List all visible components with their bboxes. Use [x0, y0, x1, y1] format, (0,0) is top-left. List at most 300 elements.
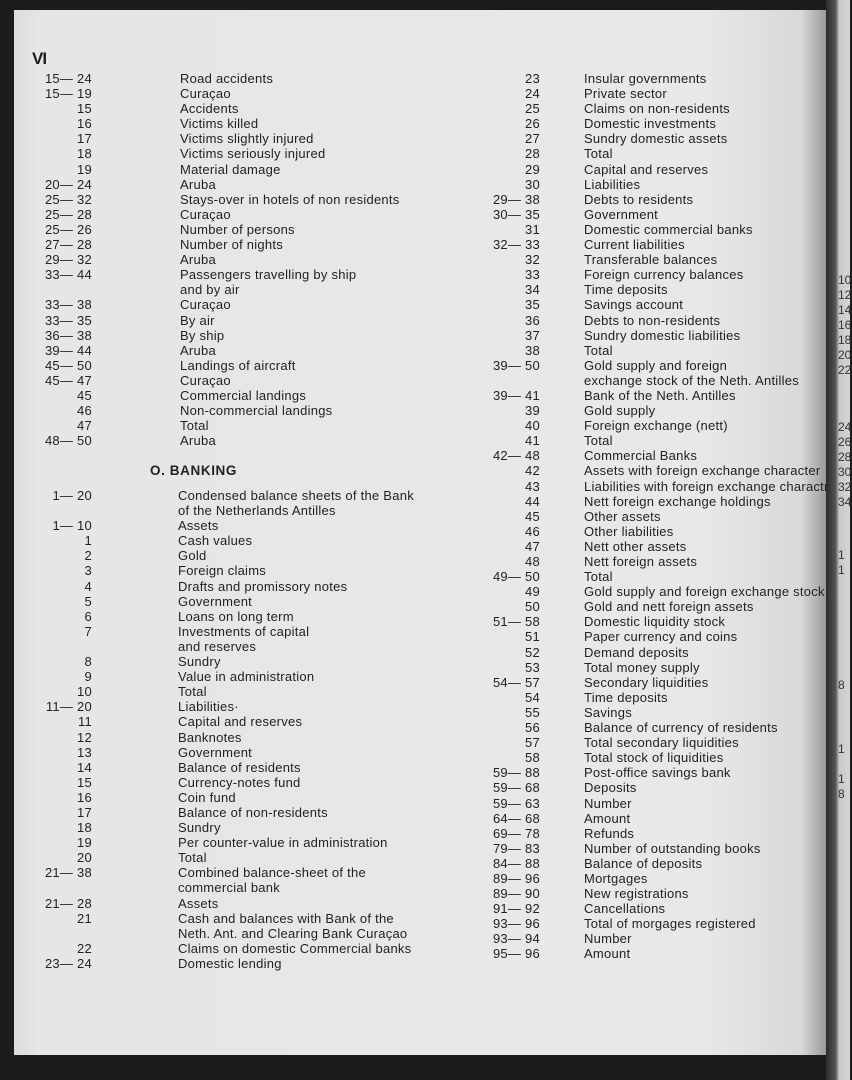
index-entry [30, 267, 400, 297]
entry-title: Balance of deposits [584, 855, 703, 871]
table-number-range: 15— 24 [44, 71, 92, 86]
table-number-range: 89— 96 [492, 870, 540, 886]
index-entry [478, 403, 829, 418]
index-entry [30, 896, 414, 911]
entry-title: Claims on non-residents [584, 101, 730, 117]
entry-title: Nett foreign exchange holdings [584, 493, 771, 509]
entry-title: Total stock of liquidities [584, 750, 724, 766]
index-entry [478, 931, 829, 946]
table-number-range: 1 [84, 533, 92, 549]
table-number-range: 3 [84, 563, 92, 579]
index-entry [478, 841, 829, 856]
entry-title: Aruba [180, 176, 216, 192]
table-number-range: 36 [525, 312, 540, 328]
table-number-range: 58 [525, 750, 540, 766]
index-entry [30, 518, 414, 533]
table-number-range: 47 [525, 538, 540, 554]
entry-title: Road accidents [180, 71, 274, 86]
index-entry [478, 297, 829, 312]
index-entry [478, 207, 829, 222]
index-entry [478, 116, 829, 131]
index-entry [30, 313, 400, 328]
index-entry [478, 916, 829, 931]
entry-title: Nett other assets [584, 538, 687, 554]
index-entry [478, 826, 829, 841]
index-entry [478, 494, 829, 509]
entry-title: Stays-over in hotels of non residents [180, 191, 400, 207]
index-entry [30, 941, 414, 956]
table-number-range: 29— 38 [492, 191, 540, 207]
index-entry [30, 820, 414, 835]
table-number-range: 15 [77, 101, 92, 117]
entry-title: Gold supply and foreign exchange stock [584, 584, 825, 600]
left-index-block-2 [30, 488, 414, 971]
edge-number: 34 [838, 495, 852, 509]
index-entry [30, 343, 400, 358]
index-entry [478, 222, 829, 237]
edge-number: 32 [838, 480, 852, 494]
index-entry [478, 569, 829, 584]
entry-title: Gold and nett foreign assets [584, 599, 754, 615]
index-entry [478, 856, 829, 871]
entry-title: By air [180, 312, 215, 328]
entry-title: Total [584, 342, 613, 358]
entry-title: Commercial Banks [584, 448, 698, 464]
table-number-range: 32 [525, 252, 540, 268]
entry-title: Total secondary liquidities [584, 735, 739, 751]
table-number-range: 23 [525, 71, 540, 86]
table-number-range: 91— 92 [492, 901, 540, 917]
entry-title: Paper currency and coins [584, 629, 738, 645]
index-entry [30, 388, 400, 403]
entry-title: Currency-notes fund [178, 774, 301, 790]
table-number-range: 69— 78 [492, 825, 540, 841]
index-entry [478, 479, 829, 494]
index-entry [30, 146, 400, 161]
entry-title: Savings account [584, 297, 684, 313]
entry-title: Curaçao [180, 86, 231, 102]
index-entry [30, 835, 414, 850]
entry-title: Secondary liquidities [584, 674, 709, 690]
entry-title: Investments of capital and reserves [178, 623, 310, 654]
entry-title: Total money supply [584, 659, 700, 675]
table-number-range: 24 [525, 86, 540, 102]
entry-title: Government [178, 744, 253, 760]
entry-title: Number [584, 795, 632, 811]
entry-title: Condensed balance sheets of the Bank of the Netherlands Antilles [178, 488, 414, 519]
entry-title: Gold supply [584, 403, 656, 419]
table-number-range: 12 [77, 729, 92, 745]
entry-title: Gold [178, 548, 207, 564]
entry-title: New registrations [584, 886, 689, 902]
entry-title: Domestic liquidity stock [584, 614, 726, 630]
table-number-range: 15 [77, 774, 92, 790]
index-entry [478, 237, 829, 252]
index-entry [30, 116, 400, 131]
edge-number: 1 [838, 548, 845, 562]
table-number-range: 30— 35 [492, 206, 540, 222]
entry-title: Value in administration [178, 669, 315, 685]
entry-title: Nett foreign assets [584, 554, 698, 569]
table-number-range: 20— 24 [44, 176, 92, 192]
entry-title: Cancellations [584, 901, 666, 917]
index-entry [478, 192, 829, 207]
entry-title: Number of outstanding books [584, 840, 761, 856]
entry-title: Sundry domestic assets [584, 131, 728, 147]
table-number-range: 33— 44 [44, 267, 92, 283]
entry-title: Foreign claims [178, 563, 267, 579]
table-number-range: 5 [84, 593, 92, 609]
entry-title: Post-office savings bank [584, 765, 731, 781]
entry-title: Curaçao [180, 372, 231, 388]
entry-title: Victims seriously injured [180, 146, 326, 162]
index-entry [478, 433, 829, 448]
entry-title: Time deposits [584, 689, 668, 705]
table-number-range: 42— 48 [492, 448, 540, 464]
index-entry [30, 177, 400, 192]
table-number-range: 51 [525, 629, 540, 645]
index-entry [30, 297, 400, 312]
index-entry [478, 282, 829, 297]
edge-number: 14 [838, 303, 852, 317]
table-number-range: 45 [77, 387, 92, 403]
edge-number: 24 [838, 420, 852, 434]
table-number-range: 44 [525, 493, 540, 509]
table-number-range: 33— 38 [44, 297, 92, 313]
edge-number: 20 [838, 348, 852, 362]
table-number-range: 19 [77, 161, 92, 177]
index-entry [478, 388, 829, 403]
entry-title: Domestic investments [584, 116, 717, 132]
table-number-range: 11— 20 [45, 699, 92, 715]
table-number-range: 56 [525, 720, 540, 736]
entry-title: Per counter-value in administration [178, 835, 388, 851]
table-number-range: 18 [77, 146, 92, 162]
entry-title: Total [178, 684, 207, 700]
index-entry [30, 533, 414, 548]
table-number-range: 45 [525, 508, 540, 524]
index-entry [478, 146, 829, 161]
entry-title: Amount [584, 946, 631, 962]
table-number-range: 95— 96 [492, 946, 540, 962]
entry-title: Passengers travelling by ship and by air [180, 267, 357, 298]
table-number-range: 16 [77, 789, 92, 805]
table-number-range: 32— 33 [492, 237, 540, 253]
index-entry [478, 946, 829, 961]
index-entry [478, 162, 829, 177]
index-entry [30, 609, 414, 624]
entry-title: Demand deposits [584, 644, 689, 660]
table-number-range: 57 [525, 735, 540, 751]
entry-title: Curaçao [180, 206, 231, 222]
index-entry [30, 86, 400, 101]
index-entry [30, 911, 414, 941]
edge-number: 16 [838, 318, 852, 332]
table-number-range: 23— 24 [44, 955, 92, 971]
index-entry [478, 71, 829, 86]
index-entry [478, 871, 829, 886]
table-number-range: 89— 90 [492, 886, 540, 902]
table-number-range: 1— 10 [52, 518, 92, 534]
index-entry [478, 901, 829, 916]
index-entry [478, 599, 829, 614]
index-entry [30, 237, 400, 252]
table-number-range: 11 [78, 714, 92, 730]
edge-number: 22 [838, 363, 852, 377]
table-number-range: 50 [525, 599, 540, 615]
entry-title: Time deposits [584, 282, 668, 298]
entry-title: Capital and reserves [178, 714, 303, 730]
index-entry [478, 811, 829, 826]
entry-title: Accidents [180, 101, 239, 117]
index-entry [30, 775, 414, 790]
table-number-range: 29— 32 [44, 252, 92, 268]
table-number-range: 8 [84, 654, 92, 670]
edge-number: 1 [838, 742, 845, 756]
entry-title: Aruba [180, 433, 216, 449]
table-number-range: 26 [525, 116, 540, 132]
edge-number: 12 [838, 288, 852, 302]
table-number-range: 30 [525, 176, 540, 192]
index-entry [478, 509, 829, 524]
table-number-range: 46 [77, 403, 92, 419]
table-number-range: 9 [84, 669, 92, 685]
entry-title: Total [180, 418, 209, 434]
index-entry [478, 86, 829, 101]
table-number-range: 93— 94 [492, 931, 540, 947]
edge-number: 8 [838, 678, 845, 692]
table-number-range: 51— 58 [492, 614, 540, 630]
index-entry [30, 131, 400, 146]
index-entry [478, 886, 829, 901]
table-number-range: 28 [525, 146, 540, 162]
entry-title: Private sector [584, 86, 667, 102]
entry-title: Gold supply and foreign exchange stock of the Neth. Antilles [584, 357, 799, 388]
entry-title: Combined balance-sheet of the commercial bank [178, 865, 366, 896]
index-entry [478, 131, 829, 146]
entry-title: Insular governments [584, 71, 707, 86]
table-number-range: 4 [84, 578, 92, 594]
edge-number: 30 [838, 465, 852, 479]
entry-title: Domestic commercial banks [584, 221, 753, 237]
index-entry [30, 548, 414, 563]
entry-title: By ship [180, 327, 225, 343]
table-number-range: 2 [84, 548, 92, 564]
index-entry [30, 252, 400, 267]
entry-title: Aruba [180, 252, 216, 268]
entry-title: Commercial landings [180, 387, 307, 403]
table-number-range: 48 [525, 554, 540, 569]
table-number-range: 37 [525, 327, 540, 343]
entry-title: Bank of the Neth. Antilles [584, 387, 736, 403]
index-entry [30, 373, 400, 388]
table-number-range: 33 [525, 267, 540, 283]
index-entry [478, 705, 829, 720]
table-number-range: 1— 20 [52, 488, 92, 503]
entry-title: Balance of non-residents [178, 804, 328, 820]
table-number-range: 40 [525, 418, 540, 434]
index-entry [30, 101, 400, 116]
entry-title: Total [584, 146, 613, 162]
index-entry [30, 594, 414, 609]
entry-title: Debts to non-residents [584, 312, 721, 328]
index-entry [478, 267, 829, 282]
entry-title: Liabilities with foreign exchange charactr [584, 478, 829, 494]
table-number-range: 6 [84, 608, 92, 624]
index-entry [30, 730, 414, 745]
index-entry [30, 956, 414, 971]
entry-title: Number of nights [180, 237, 283, 253]
edge-number: 26 [838, 435, 852, 449]
table-number-range: 84— 88 [492, 855, 540, 871]
index-entry [30, 745, 414, 760]
entry-title: Mortgages [584, 870, 648, 886]
entry-title: Number [584, 931, 632, 947]
index-entry [478, 584, 829, 599]
entry-title: Savings [584, 704, 632, 720]
edge-number: 8 [838, 787, 845, 801]
entry-title: Claims on domestic Commercial banks [178, 940, 412, 956]
entry-title: Refunds [584, 825, 635, 841]
entry-title: Current liabilities [584, 237, 685, 253]
index-entry [478, 750, 829, 765]
table-number-range: 25— 26 [44, 221, 92, 237]
entry-title: Victims slightly injured [180, 131, 314, 147]
table-number-range: 53 [525, 659, 540, 675]
table-number-range: 25 [525, 101, 540, 117]
table-number-range: 79— 83 [492, 840, 540, 856]
index-entry [30, 669, 414, 684]
table-number-range: 42 [525, 463, 540, 479]
index-entry [478, 660, 829, 675]
index-entry [478, 735, 829, 750]
table-number-range: 13 [77, 744, 92, 760]
index-entry [30, 207, 400, 222]
entry-title: Drafts and promissory notes [178, 578, 348, 594]
entry-title: Domestic lending [178, 955, 282, 971]
table-number-range: 43 [525, 478, 540, 494]
entry-title: Debts to residents [584, 191, 694, 207]
index-entry [30, 579, 414, 594]
index-entry [30, 699, 414, 714]
entry-title: Sundry [178, 654, 221, 670]
entry-title: Other assets [584, 508, 661, 524]
table-number-range: 22 [77, 940, 92, 956]
table-number-range: 27— 28 [44, 237, 92, 253]
edge-number: 18 [838, 333, 852, 347]
index-entry [30, 488, 414, 518]
table-number-range: 64— 68 [492, 810, 540, 826]
entry-title: Assets [178, 518, 219, 534]
index-entry [478, 328, 829, 343]
index-entry [30, 162, 400, 177]
right-index-column [478, 71, 829, 962]
index-entry [30, 358, 400, 373]
entry-title: Transferable balances [584, 252, 718, 268]
index-entry [30, 714, 414, 729]
entry-title: Non-commercial landings [180, 403, 333, 419]
entry-title: Loans on long term [178, 608, 294, 624]
table-number-range: 39— 50 [492, 357, 540, 373]
table-number-range: 45— 50 [44, 357, 92, 373]
table-number-range: 20 [77, 850, 92, 866]
index-entry [478, 313, 829, 328]
index-entry [30, 403, 400, 418]
index-entry [30, 418, 400, 433]
entry-title: Material damage [180, 161, 281, 177]
index-entry [478, 765, 829, 780]
table-number-range: 35 [525, 297, 540, 313]
table-number-range: 39 [525, 403, 540, 419]
entry-title: Balance of residents [178, 759, 301, 775]
entry-title: Victims killed [180, 116, 259, 132]
entry-title: Deposits [584, 780, 637, 796]
table-number-range: 55 [525, 704, 540, 720]
entry-title: Foreign exchange (nett) [584, 418, 728, 434]
table-number-range: 38 [525, 342, 540, 358]
table-number-range: 34 [525, 282, 540, 298]
index-entry [478, 524, 829, 539]
table-number-range: 54 [525, 689, 540, 705]
table-number-range: 7 [84, 623, 92, 639]
index-entry [30, 563, 414, 578]
index-entry [478, 177, 829, 192]
entry-title: Foreign currency balances [584, 267, 744, 283]
table-number-range: 59— 68 [492, 780, 540, 796]
index-entry [478, 675, 829, 690]
left-index-block-1 [30, 71, 400, 448]
index-entry [478, 448, 829, 463]
table-number-range: 21— 28 [44, 895, 92, 911]
index-entry [30, 865, 414, 895]
index-entry [478, 690, 829, 705]
index-entry [30, 433, 400, 448]
table-number-range: 15— 19 [44, 86, 92, 102]
table-number-range: 14 [77, 759, 92, 775]
entry-title: Number of persons [180, 221, 295, 237]
table-number-range: 21— 38 [44, 865, 92, 881]
table-number-range: 17 [77, 131, 92, 147]
index-entry [478, 358, 829, 388]
entry-title: Liabilities [584, 176, 641, 192]
index-entry [478, 101, 829, 116]
edge-number: 10 [838, 273, 852, 287]
table-number-range: 45— 47 [44, 372, 92, 388]
table-number-range: 17 [77, 804, 92, 820]
table-number-range: 41 [525, 433, 540, 449]
index-entry [30, 192, 400, 207]
entry-title: Aruba [180, 342, 216, 358]
entry-title: Banknotes [178, 729, 242, 745]
entry-title: Liabilities· [178, 699, 239, 715]
entry-title: Cash values [178, 533, 253, 549]
table-number-range: 29 [525, 161, 540, 177]
table-number-range: 21 [77, 910, 92, 926]
index-entry [30, 71, 400, 86]
entry-title: Balance of currency of residents [584, 720, 778, 736]
table-number-range: 49— 50 [492, 569, 540, 585]
index-entry [478, 720, 829, 735]
index-entry [478, 614, 829, 629]
index-entry [30, 684, 414, 699]
entry-title: Government [178, 593, 253, 609]
entry-title: Total of morgages registered [584, 916, 756, 932]
edge-number: 28 [838, 450, 852, 464]
index-entry [30, 328, 400, 343]
index-entry [478, 418, 829, 433]
index-entry [30, 790, 414, 805]
index-entry [478, 629, 829, 644]
